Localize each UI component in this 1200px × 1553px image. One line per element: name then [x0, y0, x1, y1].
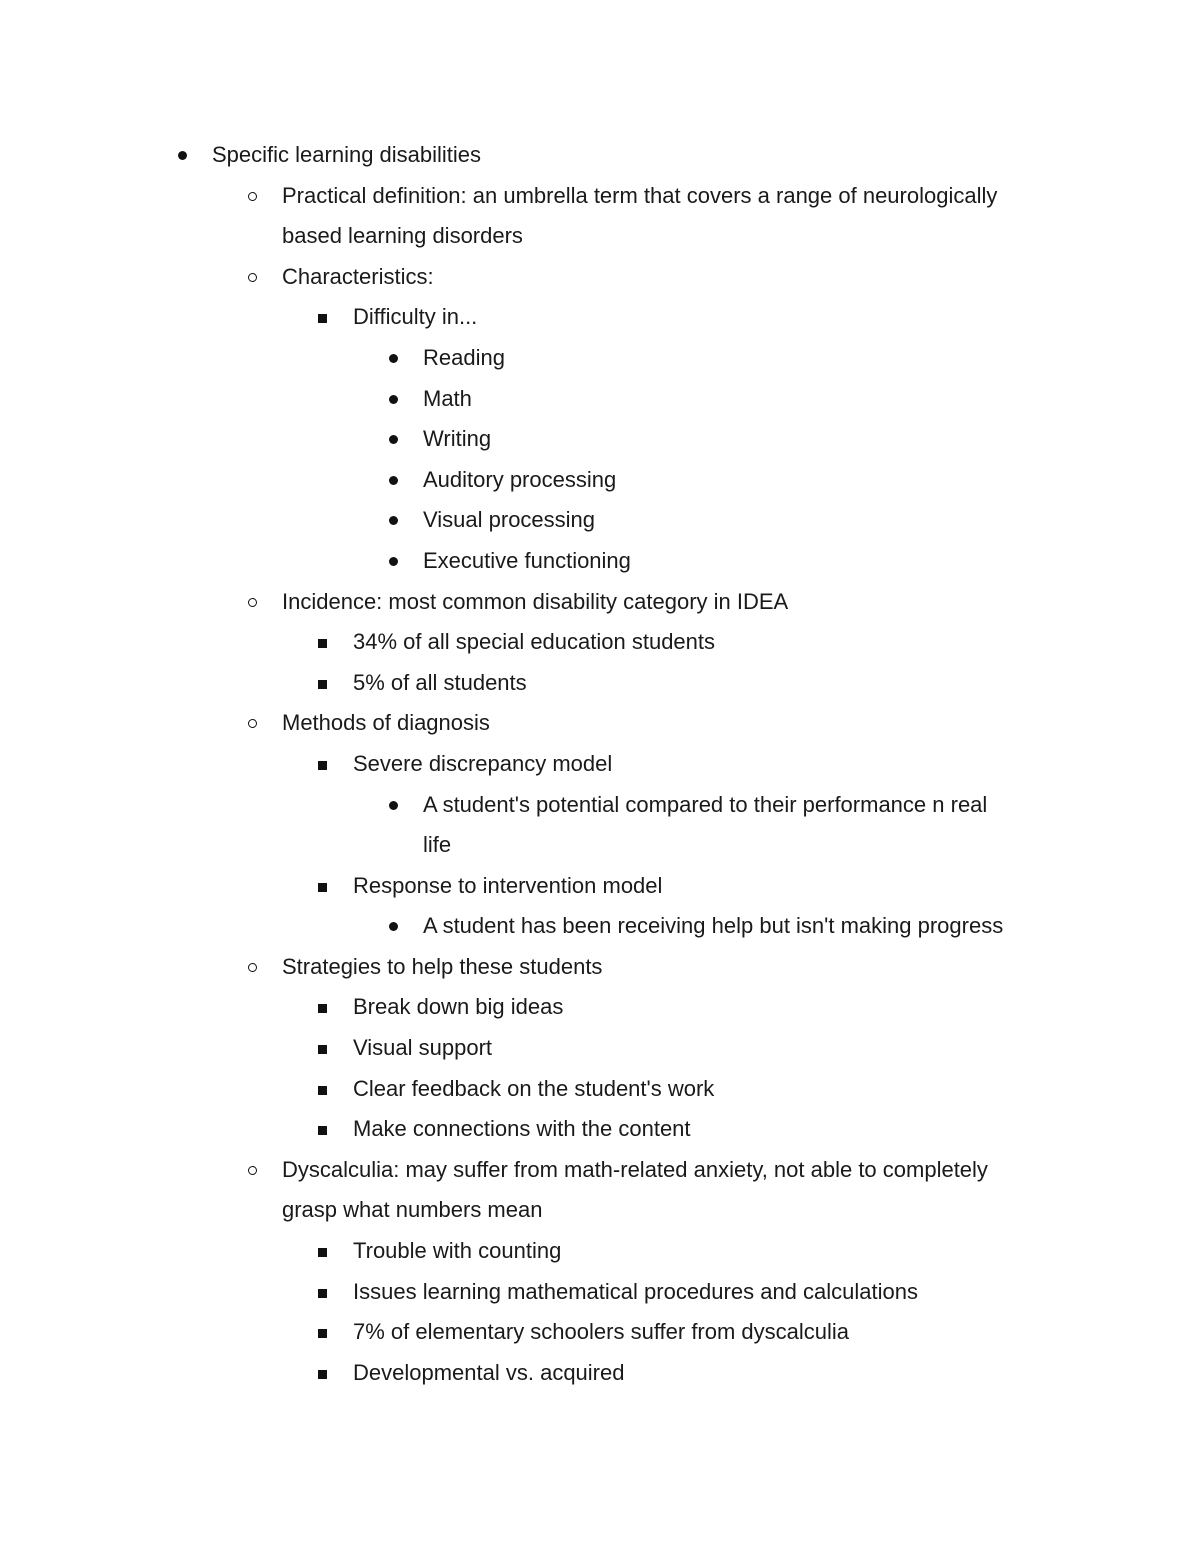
outline-item-level-2: [0, 257, 1200, 298]
outline-item-text: Trouble with counting: [353, 1238, 562, 1264]
circle-bullet-icon: [248, 257, 257, 282]
outline-item-level-3: [0, 1069, 1200, 1110]
outline-list: [0, 135, 1200, 1393]
outline-item-level-2: [0, 176, 1200, 217]
outline-item-level-3: [0, 866, 1200, 907]
outline-item-text: 34% of all special education students: [353, 629, 716, 655]
outline-item-text: Strategies to help these students: [282, 953, 603, 979]
square-bullet-icon: [318, 1069, 327, 1095]
outline-item-text: Developmental vs. acquired: [353, 1359, 625, 1385]
outline-item-text: Reading: [423, 344, 505, 370]
outline-item-text: Executive functioning: [423, 547, 631, 573]
outline-item-level-3: [0, 1312, 1200, 1353]
outline-item-text: Clear feedback on the student's work: [353, 1075, 715, 1101]
outline-item-text: Visual processing: [423, 507, 596, 533]
outline-item-level-1: [0, 135, 1200, 176]
outline-item-text: Specific learning disabilities: [212, 142, 482, 167]
square-bullet-icon: [318, 1353, 327, 1379]
outline-item-level-4: [0, 825, 1200, 866]
circle-bullet-icon: [248, 176, 257, 201]
outline-item-level-4: [0, 460, 1200, 501]
disc-bullet-icon: [178, 135, 187, 160]
outline-item-text: Methods of diagnosis: [282, 710, 490, 736]
outline-item-text: Difficulty in...: [353, 304, 478, 330]
outline-item-text: Issues learning mathematical procedures and calculations: [353, 1278, 918, 1304]
outline-item-text: A student has been receiving help but isn't making progress: [423, 913, 1004, 939]
square-bullet-icon: [318, 744, 327, 770]
square-bullet-icon: [318, 1028, 327, 1054]
circle-bullet-icon: [248, 947, 257, 972]
outline-item-text: based learning disorders: [282, 223, 523, 249]
disc-bullet-icon: [389, 785, 398, 810]
outline-item-text: Auditory processing: [423, 466, 617, 492]
outline-item-level-4: [0, 500, 1200, 541]
outline-item-level-4: [0, 785, 1200, 826]
outline-item-level-3: [0, 622, 1200, 663]
outline-item-level-3: [0, 663, 1200, 704]
circle-bullet-icon: [248, 582, 257, 607]
outline-item-level-2: [0, 582, 1200, 623]
outline-item-text: Break down big ideas: [353, 994, 564, 1020]
outline-item-level-3: [0, 987, 1200, 1028]
square-bullet-icon: [318, 663, 327, 689]
square-bullet-icon: [318, 1109, 327, 1135]
outline-item-level-4: [0, 419, 1200, 460]
outline-item-level-3: [0, 1231, 1200, 1272]
outline-item-level-4: [0, 379, 1200, 420]
disc-bullet-icon: [389, 460, 398, 485]
outline-item-text: Practical definition: an umbrella term that covers a range of neurologically: [282, 182, 998, 208]
square-bullet-icon: [318, 987, 327, 1013]
outline-item-text: 7% of elementary schoolers suffer from dyscalculia: [353, 1319, 850, 1345]
disc-bullet-icon: [389, 379, 398, 404]
outline-item-level-4: [0, 906, 1200, 947]
outline-item-text: Writing: [423, 426, 492, 452]
outline-item-text: Characteristics:: [282, 263, 434, 289]
outline-item-text: 5% of all students: [353, 669, 527, 695]
square-bullet-icon: [318, 1312, 327, 1338]
outline-item-text: A student's potential compared to their performance n real: [423, 791, 988, 817]
square-bullet-icon: [318, 622, 327, 648]
outline-item-text: Make connections with the content: [353, 1116, 691, 1142]
outline-item-level-3: [0, 1272, 1200, 1313]
square-bullet-icon: [318, 1231, 327, 1257]
outline-item-level-3: [0, 1109, 1200, 1150]
outline-item-level-3: [0, 297, 1200, 338]
outline-item-level-4: [0, 338, 1200, 379]
outline-item-level-3: [0, 1353, 1200, 1394]
outline-item-text: Incidence: most common disability category in IDEA: [282, 588, 789, 614]
outline-item-text: grasp what numbers mean: [282, 1197, 543, 1223]
outline-item-level-2: [0, 1150, 1200, 1191]
outline-item-text: Dyscalculia: may suffer from math-related anxiety, not able to completely: [282, 1156, 988, 1182]
outline-item-text: Visual support: [353, 1035, 493, 1061]
outline-item-level-2: [0, 216, 1200, 257]
outline-item-level-2: [0, 1190, 1200, 1231]
outline-item-level-2: [0, 947, 1200, 988]
outline-item-level-4: [0, 541, 1200, 582]
outline-item-level-3: [0, 744, 1200, 785]
disc-bullet-icon: [389, 500, 398, 525]
circle-bullet-icon: [248, 1150, 257, 1175]
disc-bullet-icon: [389, 338, 398, 363]
outline-item-level-2: [0, 703, 1200, 744]
outline-item-text: life: [423, 832, 452, 858]
outline-item-level-3: [0, 1028, 1200, 1069]
disc-bullet-icon: [389, 419, 398, 444]
disc-bullet-icon: [389, 541, 398, 566]
outline-item-text: Response to intervention model: [353, 872, 663, 898]
circle-bullet-icon: [248, 703, 257, 728]
outline-item-text: Severe discrepancy model: [353, 750, 613, 776]
square-bullet-icon: [318, 1272, 327, 1298]
outline-item-text: Math: [423, 385, 472, 411]
disc-bullet-icon: [389, 906, 398, 931]
square-bullet-icon: [318, 297, 327, 323]
square-bullet-icon: [318, 866, 327, 892]
